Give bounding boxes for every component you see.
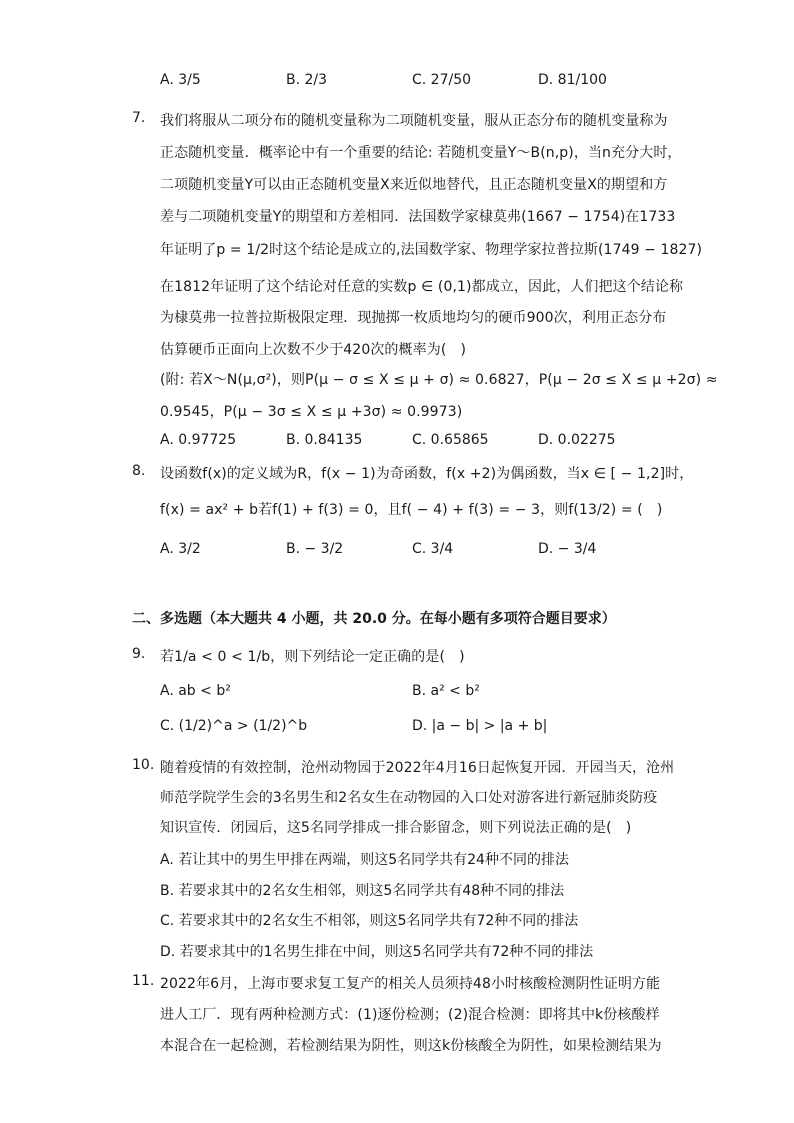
q6-option-c: C. 27/50 xyxy=(412,72,472,88)
q6-option-d: D. 81/100 xyxy=(538,72,607,88)
q7-option-a: A. 0.97725 xyxy=(160,432,237,448)
q9-option-d: D. |a − b| > |a + b| xyxy=(412,718,548,734)
q8-number: 8. xyxy=(132,463,146,479)
q8-line: f(x) = ax² + b若f(1) + f(3) = 0，且f( − 4) + f(3) = − 3，则f(13/2) = ( ) xyxy=(160,502,663,518)
q7-option-b: B. 0.84135 xyxy=(286,432,363,448)
q10-line: 随着疫情的有效控制，沧州动物园于2022年4月16日起恢复开园．开园当天，沧州 xyxy=(160,760,675,776)
q7-line: 估算硬币正面向上次数不少于420次的概率为( ) xyxy=(160,342,467,358)
q6-option-a: A. 3/5 xyxy=(160,72,201,88)
q7-line: 年证明了p = 1/2时这个结论是成立的,法国数学家、物理学家拉普拉斯(1749 − 1827) xyxy=(160,242,703,258)
q9-option-c: C. (1/2)^a > (1/2)^b xyxy=(160,718,308,734)
q8-option-a: A. 3/2 xyxy=(160,541,201,557)
q9-option-b: B. a² < b² xyxy=(412,683,480,699)
q7-number: 7. xyxy=(132,110,146,126)
q7-option-c: C. 0.65865 xyxy=(412,432,489,448)
q8-option-b: B. − 3/2 xyxy=(286,541,344,557)
q8-option-d: D. − 3/4 xyxy=(538,541,597,557)
q10-option-c: C. 若要求其中的2名女生不相邻，则这5名同学共有72种不同的排法 xyxy=(160,913,579,929)
q7-line: 二项随机变量Y可以由正态随机变量X来近似地替代，且正态随机变量X的期望和方 xyxy=(160,177,668,193)
q10-line: 知识宣传．闭园后，这5名同学排成一排合影留念，则下列说法正确的是( ) xyxy=(160,820,632,836)
q7-option-d: D. 0.02275 xyxy=(538,432,616,448)
q7-line: (附: 若X～N(μ,σ²)，则P(μ − σ ≤ X ≤ μ + σ) ≈ 0.6827，P(μ − 2σ ≤ X ≤ μ +2σ) ≈ xyxy=(160,372,718,388)
q11-line: 进人工厂．现有两种检测方式：(1)逐份检测；(2)混合检测：即将其中k份核酸样 xyxy=(160,1007,660,1023)
q10-number: 10. xyxy=(132,757,155,773)
q7-line: 我们将服从二项分布的随机变量称为二项随机变量，服从正态分布的随机变量称为 xyxy=(160,113,668,129)
q7-line: 正态随机变量．概率论中有一个重要的结论: 若随机变量Y～B(n,p)，当n充分大时， xyxy=(160,145,682,161)
q9-option-a: A. ab < b² xyxy=(160,683,231,699)
q10-option-d: D. 若要求其中的1名男生排在中间，则这5名同学共有72种不同的排法 xyxy=(160,944,594,960)
q9-number: 9. xyxy=(132,646,146,662)
q11-line: 本混合在一起检测，若检测结果为阴性，则这k份核酸全为阴性，如果检测结果为 xyxy=(160,1038,662,1054)
q11-number: 11. xyxy=(132,973,155,989)
q7-line: 为棣莫弗一拉普拉斯极限定理．现抛掷一枚质地均匀的硬币900次，利用正态分布 xyxy=(160,310,667,326)
section-heading: 二、多选题（本大题共 4 小题，共 20.0 分。在每小题有多项符合题目要求） xyxy=(132,611,616,627)
q7-line: 差与二项随机变量Y的期望和方差相同．法国数学家棣莫弗(1667 − 1754)在1733 xyxy=(160,209,676,225)
q9-stem: 若1/a < 0 < 1/b，则下列结论一定正确的是( ) xyxy=(160,649,465,665)
q7-line: 0.9545，P(μ − 3σ ≤ X ≤ μ +3σ) ≈ 0.9973) xyxy=(160,404,463,420)
q8-line: 设函数f(x)的定义域为R，f(x − 1)为奇函数，f(x +2)为偶函数，当x ∈ [ − 1,2]时， xyxy=(160,466,694,482)
q11-line: 2022年6月，上海市要求复工复产的相关人员须持48小时核酸检测阴性证明方能 xyxy=(160,976,661,992)
q10-option-a: A. 若让其中的男生甲排在两端，则这5名同学共有24种不同的排法 xyxy=(160,852,569,868)
q8-option-c: C. 3/4 xyxy=(412,541,454,557)
q10-line: 师范学院学生会的3名男生和2名女生在动物园的入口处对游客进行新冠肺炎防疫 xyxy=(160,790,658,806)
q6-option-b: B. 2/3 xyxy=(286,72,328,88)
q10-option-b: B. 若要求其中的2名女生相邻，则这5名同学共有48种不同的排法 xyxy=(160,883,565,899)
q7-line: 在1812年证明了这个结论对任意的实数p ∈ (0,1)都成立，因此，人们把这个结论称 xyxy=(160,279,684,295)
